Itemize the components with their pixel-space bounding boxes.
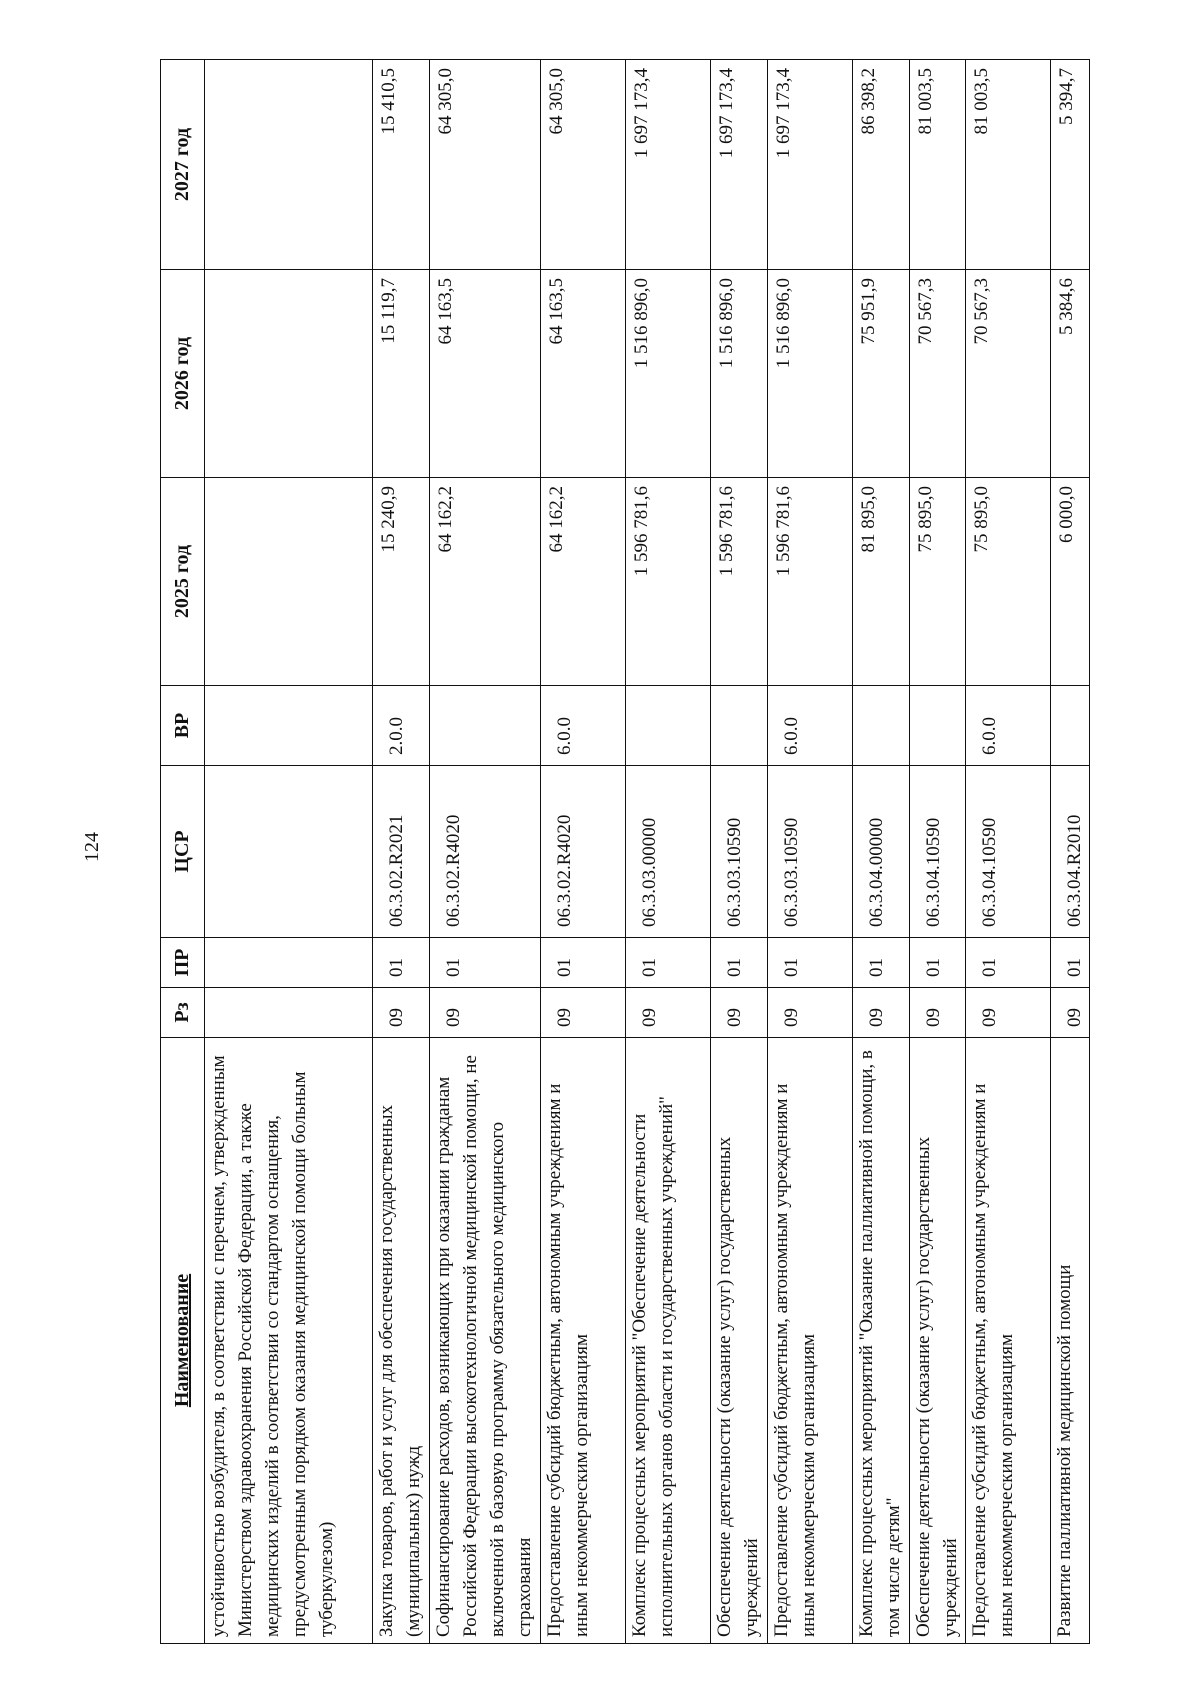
table-row — [1051, 60, 1090, 1644]
cell-pr: 01 — [429, 938, 540, 988]
cell-name: Закупка товаров, работ и услуг для обеспечения государственных (муниципальных) нужд — [373, 1038, 430, 1644]
cell-2026: 70 567,3 — [966, 270, 1051, 478]
cell-csr: 06.3.03.10590 — [711, 766, 768, 938]
cell-2025: 64 162,2 — [541, 478, 626, 686]
cell-name: устойчивостью возбудителя, в соответствии с перечнем, утвержденным Министерством здравоохранения Российской Федерации, а также медицинских изделий в соответствии со стандартом оснащения, предусмотренным порядком оказания медицинской помощи больным туберкулезом) — [205, 1038, 373, 1644]
cell-pr: 01 — [909, 938, 966, 988]
cell-2025: 75 895,0 — [966, 478, 1051, 686]
header-2027: 2027 год — [161, 60, 205, 270]
cell-rz: 09 — [767, 988, 852, 1038]
cell-2025: 75 895,0 — [909, 478, 966, 686]
cell-2026: 64 163,5 — [541, 270, 626, 478]
cell-2025: 6 000,0 — [1051, 478, 1090, 686]
table-row — [966, 60, 1051, 1644]
cell-2027: 81 003,5 — [909, 60, 966, 270]
rotated-table-container — [160, 60, 1090, 1644]
cell-vr: 6.0.0 — [966, 686, 1051, 766]
cell-2027: 64 305,0 — [429, 60, 540, 270]
cell-rz: 09 — [541, 988, 626, 1038]
cell-pr: 01 — [373, 938, 430, 988]
cell-csr: 06.3.04.10590 — [909, 766, 966, 938]
cell-2025: 1 596 781,6 — [626, 478, 711, 686]
cell-2027: 64 305,0 — [541, 60, 626, 270]
cell-name: Развитие паллиативной медицинской помощи — [1051, 1038, 1090, 1644]
cell-vr: 6.0.0 — [767, 686, 852, 766]
table-row — [541, 60, 626, 1644]
cell-pr: 01 — [626, 938, 711, 988]
cell-rz: 09 — [1051, 988, 1090, 1038]
table-row — [205, 60, 373, 1644]
cell-2026: 1 516 896,0 — [711, 270, 768, 478]
cell-rz: 09 — [429, 988, 540, 1038]
cell-2026: 15 119,7 — [373, 270, 430, 478]
header-name: Наименование — [161, 1038, 205, 1644]
cell-name: Комплекс процессных мероприятий "Обеспечение деятельности исполнительных органов области и государственных учреждений" — [626, 1038, 711, 1644]
cell-vr: 6.0.0 — [541, 686, 626, 766]
cell-rz: 09 — [909, 988, 966, 1038]
cell-name: Предоставление субсидий бюджетным, автономным учреждениям и иным некоммерческим организациям — [767, 1038, 852, 1644]
header-rz: Рз — [161, 988, 205, 1038]
cell-rz — [205, 988, 373, 1038]
table-row — [626, 60, 711, 1644]
cell-2027: 1 697 173,4 — [767, 60, 852, 270]
cell-vr — [1051, 686, 1090, 766]
table-row — [767, 60, 852, 1644]
page-number: 124 — [81, 832, 103, 862]
cell-2027 — [205, 60, 373, 270]
cell-2027: 1 697 173,4 — [711, 60, 768, 270]
cell-vr: 2.0.0 — [373, 686, 430, 766]
cell-2025: 1 596 781,6 — [711, 478, 768, 686]
budget-table-frame — [160, 60, 1090, 1644]
cell-vr — [626, 686, 711, 766]
cell-csr: 06.3.04.10590 — [966, 766, 1051, 938]
cell-2026: 1 516 896,0 — [767, 270, 852, 478]
table-row — [373, 60, 430, 1644]
cell-pr: 01 — [1051, 938, 1090, 988]
header-pr: ПР — [161, 938, 205, 988]
cell-name: Обеспечение деятельности (оказание услуг) государственных учреждений — [909, 1038, 966, 1644]
cell-vr — [205, 686, 373, 766]
cell-2027: 86 398,2 — [853, 60, 910, 270]
table-header-row — [161, 60, 205, 1644]
cell-2027: 15 410,5 — [373, 60, 430, 270]
cell-pr: 01 — [966, 938, 1051, 988]
cell-csr: 06.3.04.R2010 — [1051, 766, 1090, 938]
cell-rz: 09 — [626, 988, 711, 1038]
table-row — [429, 60, 540, 1644]
cell-pr: 01 — [541, 938, 626, 988]
cell-2025: 64 162,2 — [429, 478, 540, 686]
header-csr: ЦСР — [161, 766, 205, 938]
cell-2025 — [205, 478, 373, 686]
header-vr: ВР — [161, 686, 205, 766]
cell-csr: 06.3.02.R4020 — [429, 766, 540, 938]
cell-2027: 81 003,5 — [966, 60, 1051, 270]
cell-2026: 5 384,6 — [1051, 270, 1090, 478]
cell-2025: 15 240,9 — [373, 478, 430, 686]
cell-rz: 09 — [373, 988, 430, 1038]
cell-csr: 06.3.03.00000 — [626, 766, 711, 938]
cell-2026 — [205, 270, 373, 478]
cell-pr — [205, 938, 373, 988]
cell-2025: 81 895,0 — [853, 478, 910, 686]
cell-pr: 01 — [853, 938, 910, 988]
cell-2025: 1 596 781,6 — [767, 478, 852, 686]
cell-2027: 5 394,7 — [1051, 60, 1090, 270]
cell-2026: 64 163,5 — [429, 270, 540, 478]
cell-2026: 70 567,3 — [909, 270, 966, 478]
cell-name: Предоставление субсидий бюджетным, автономным учреждениям и иным некоммерческим организациям — [541, 1038, 626, 1644]
cell-csr: 06.3.02.R4020 — [541, 766, 626, 938]
table-body — [205, 60, 1090, 1644]
cell-rz: 09 — [853, 988, 910, 1038]
cell-vr — [711, 686, 768, 766]
table-row — [711, 60, 768, 1644]
cell-rz: 09 — [966, 988, 1051, 1038]
cell-csr — [205, 766, 373, 938]
cell-name: Предоставление субсидий бюджетным, автономным учреждениям и иным некоммерческим организациям — [966, 1038, 1051, 1644]
cell-rz: 09 — [711, 988, 768, 1038]
cell-csr: 06.3.04.00000 — [853, 766, 910, 938]
cell-name: Обеспечение деятельности (оказание услуг) государственных учреждений — [711, 1038, 768, 1644]
cell-pr: 01 — [711, 938, 768, 988]
cell-vr — [909, 686, 966, 766]
header-2026: 2026 год — [161, 270, 205, 478]
cell-2027: 1 697 173,4 — [626, 60, 711, 270]
budget-table — [160, 59, 1090, 1644]
table-row — [853, 60, 910, 1644]
cell-name: Комплекс процессных мероприятий "Оказание паллиативной помощи, в том числе детям" — [853, 1038, 910, 1644]
cell-vr — [853, 686, 910, 766]
header-2025: 2025 год — [161, 478, 205, 686]
cell-csr: 06.3.02.R2021 — [373, 766, 430, 938]
cell-name: Софинансирование расходов, возникающих при оказании гражданам Российской Федерации высокотехнологичной медицинской помощи, не включенной в базовую программу обязательного медицинского страхования — [429, 1038, 540, 1644]
cell-csr: 06.3.03.10590 — [767, 766, 852, 938]
table-row — [909, 60, 966, 1644]
cell-2026: 1 516 896,0 — [626, 270, 711, 478]
cell-pr: 01 — [767, 938, 852, 988]
cell-2026: 75 951,9 — [853, 270, 910, 478]
cell-vr — [429, 686, 540, 766]
